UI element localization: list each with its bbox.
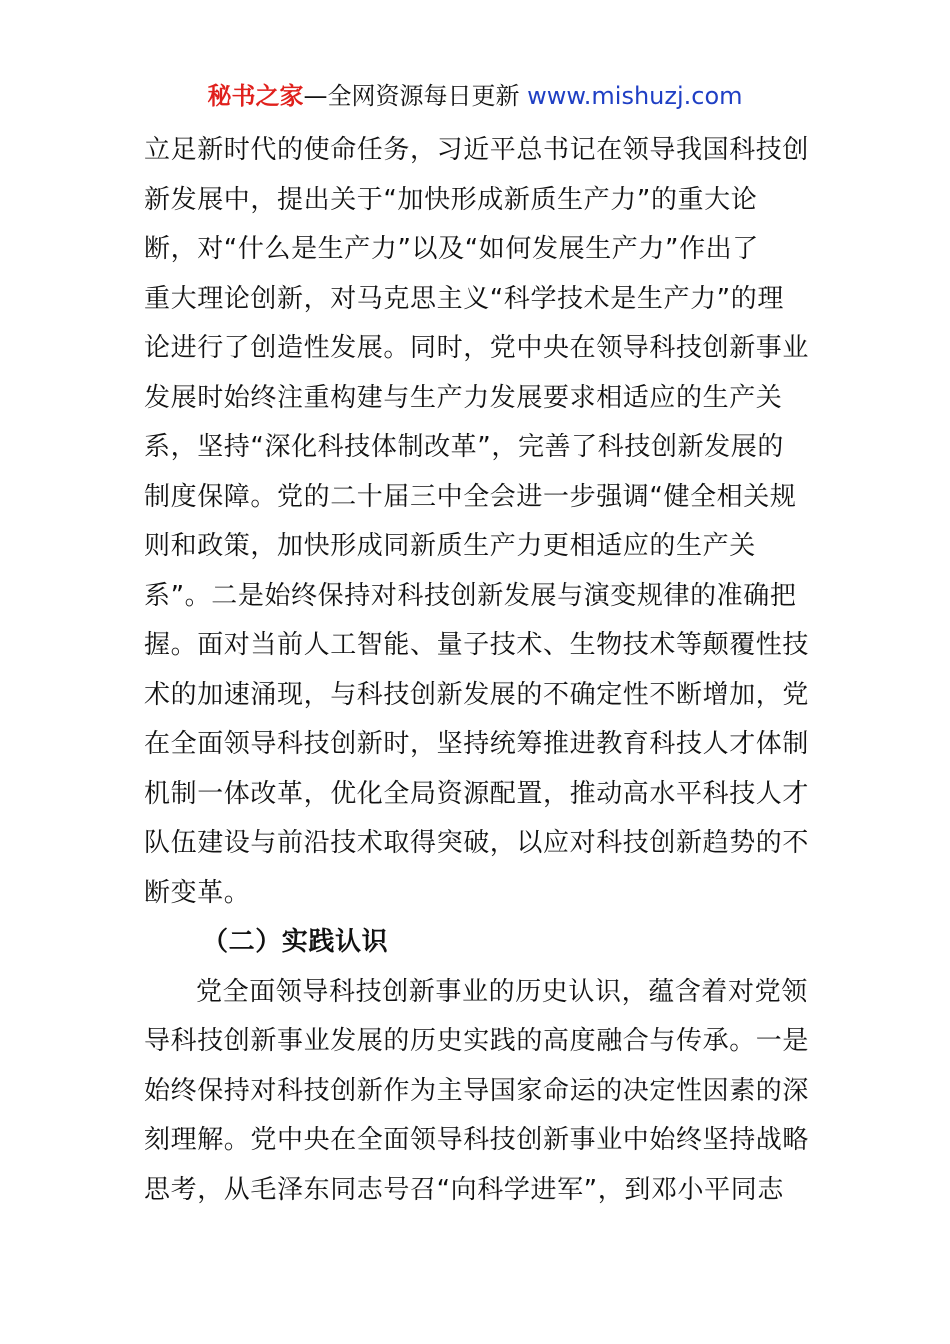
text-line: 导科技创新事业发展的历史实践的高度融合与传承。一是 — [144, 1026, 810, 1056]
text-line: 在全面领导科技创新时，坚持统筹推进教育科技人才体制 — [144, 729, 810, 759]
text-line: 思考，从毛泽东同志号召“向科学进军”，到邓小平同志 — [144, 1174, 784, 1205]
paragraph-first-line: 党全面领导科技创新事业的历史认识，蕴含着对党领 — [196, 976, 808, 1007]
text-line: 新发展中，提出关于“加快形成新质生产力”的重大论 — [144, 184, 758, 215]
text-line: 握。面对当前人工智能、量子技术、生物技术等颠覆性技 — [144, 630, 810, 660]
text-line: 术的加速涌现，与科技创新发展的不确定性不断增加，党 — [144, 679, 810, 710]
text-line: 发展时始终注重构建与生产力发展要求相适应的生产关 — [144, 382, 783, 413]
text-line: 制度保障。党的二十届三中全会进一步强调“健全相关规 — [144, 481, 797, 512]
document-body — [144, 126, 808, 1215]
text-line: 则和政策，加快形成同新质生产力更相适应的生产关 — [144, 531, 756, 561]
text-line: 系”。二是始终保持对科技创新发展与演变规律的准确把 — [144, 580, 797, 611]
site-url[interactable]: www.mishuzj.com — [527, 82, 743, 110]
site-header — [0, 78, 950, 114]
text-line: 论进行了创造性发展。同时，党中央在领导科技创新事业 — [144, 333, 810, 363]
text-line: 断变革。 — [144, 877, 251, 908]
text-line: 机制一体改革，优化全局资源配置，推动高水平科技人才 — [144, 778, 810, 809]
header-dash: — — [303, 82, 328, 110]
text-line: 断，对“什么是生产力”以及“如何发展生产力”作出了 — [144, 234, 759, 264]
site-brand: 秘书之家 — [207, 82, 304, 110]
section-heading: （二）实践认识 — [202, 927, 389, 957]
text-line: 系，坚持“深化科技体制改革”，完善了科技创新发展的 — [144, 432, 784, 462]
text-line: 刻理解。党中央在全面领导科技创新事业中始终坚持战略 — [144, 1125, 810, 1155]
text-line: 队伍建设与前沿技术取得突破，以应对科技创新趋势的不 — [144, 828, 810, 858]
site-tagline: 全网资源每日更新 — [327, 82, 520, 110]
text-line: 立足新时代的使命任务，习近平总书记在领导我国科技创 — [144, 135, 810, 165]
text-line: 始终保持对科技创新作为主导国家命运的决定性因素的深 — [144, 1075, 810, 1106]
text-line: 重大理论创新，对马克思主义“科学技术是生产力”的理 — [144, 283, 784, 314]
